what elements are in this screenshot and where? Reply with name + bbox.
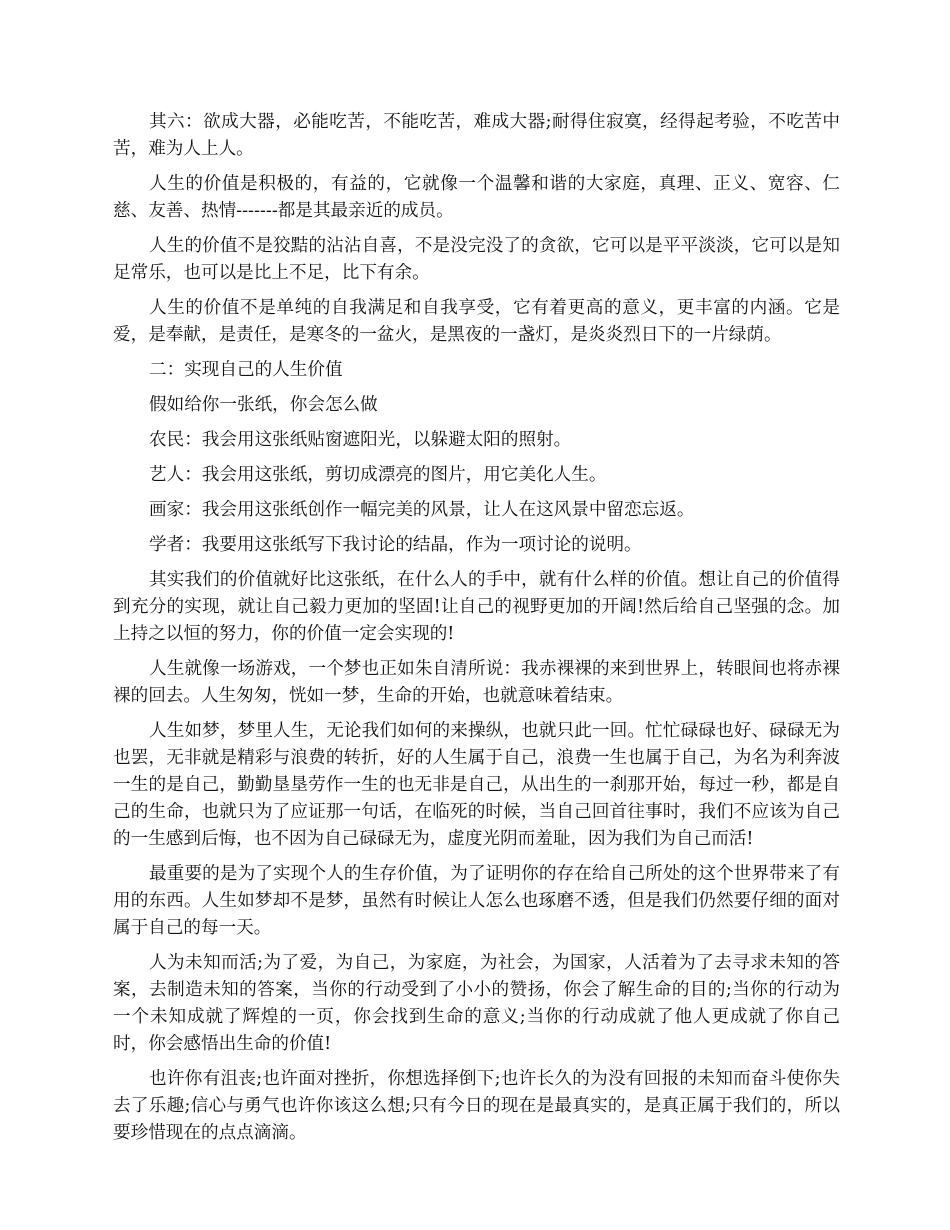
- paragraph-6: 假如给你一张纸，你会怎么做: [149, 395, 378, 415]
- paragraph-16: 也许你有沮丧;也许面对挫折，你想选择倒下;也许长久的为没有回报的未知而奋斗使你失去了乐趣;信心与勇气也许你该这么想;只有今日的现在是最真实的，是真正属于我们的，所以要珍惜现在的点点滴滴。: [113, 1069, 840, 1143]
- paragraph-14: 最重要的是为了实现个人的生存价值，为了证明你的存在给自己所处的这个世界带来了有用的东西。人生如梦却不是梦，虽然有时候让人怎么也琢磨不透，但是我们仍然要仔细的面对属于自己的每一天。: [113, 864, 840, 938]
- paragraph-15: 人为未知而活;为了爱，为自己，为家庭，为社会，为国家，人活着为了去寻求未知的答案，去制造未知的答案，当你的行动受到了小小的赞扬，你会了解生命的目的;当你的行动为一个未知成就了辉煌的一页，你会找到生命的意义;当你的行动成就了他人更成就了你自己时，你会感悟出生命的价值!: [113, 953, 840, 1054]
- paragraph-13: 人生如梦，梦里人生，无论我们如何的来操纵，也就只此一回。忙忙碌碌也好、碌碌无为也罢，无非就是精彩与浪费的转折，好的人生属于自己，浪费一生也属于自己，为名为利奔波一生的是自己，勤勤垦垦劳作一生的也无非是自己，从出生的一刹那开始，每过一秒，都是自己的生命，也就只为了应证那一句话，在临死的时候，当自己回首往事时，我们不应该为自己的一生感到后悔，也不因为自己碌碌无为，虚度光阴而羞耻，因为我们为自己而活!: [113, 721, 840, 849]
- paragraph-4: 人生的价值不是单纯的自我满足和自我享受，它有着更高的意义，更丰富的内涵。它是爱，是奉献，是责任，是寒冬的一盆火，是黑夜的一盏灯，是炎炎烈日下的一片绿荫。: [113, 298, 840, 345]
- paragraph-7: 农民：我会用这张纸贴窗遮阳光，以躲避太阳的照射。: [149, 430, 572, 450]
- paragraph-10: 学者：我要用这张纸写下我讨论的结晶，作为一项讨论的说明。: [149, 535, 642, 555]
- paragraph-1: 其六：欲成大器，必能吃苦，不能吃苦，难成大器;耐得住寂寞，经得起考验，不吃苦中苦，难为人上人。: [113, 112, 840, 159]
- paragraph-2: 人生的价值是积极的，有益的，它就像一个温馨和谐的大家庭，真理、正义、宽容、仁慈、友善、热情-------都是其最亲近的成员。: [113, 174, 840, 221]
- paragraph-9: 画家：我会用这张纸创作一幅完美的风景，让人在这风景中留恋忘返。: [149, 500, 695, 520]
- document-page: [113, 109, 840, 1155]
- paragraph-3: 人生的价值不是狡黠的沾沾自喜，不是没完没了的贪欲，它可以是平平淡淡，它可以是知足常乐，也可以是比上不足，比下有余。: [113, 236, 840, 283]
- paragraph-8: 艺人：我会用这张纸，剪切成漂亮的图片，用它美化人生。: [149, 465, 607, 485]
- section-heading: 二：实现自己的人生价值: [149, 360, 343, 380]
- paragraph-12: 人生就像一场游戏，一个梦也正如朱自清所说：我赤裸裸的来到世界上，转眼间也将赤裸裸的回去。人生匆匆，恍如一梦，生命的开始，也就意味着结束。: [113, 659, 840, 706]
- paragraph-11: 其实我们的价值就好比这张纸，在什么人的手中，就有什么样的价值。想让自己的价值得到充分的实现，就让自己毅力更加的坚固!让自己的视野更加的开阔!然后给自己坚强的念。加上持之以恒的努力，你的价值一定会实现的!: [113, 570, 840, 644]
